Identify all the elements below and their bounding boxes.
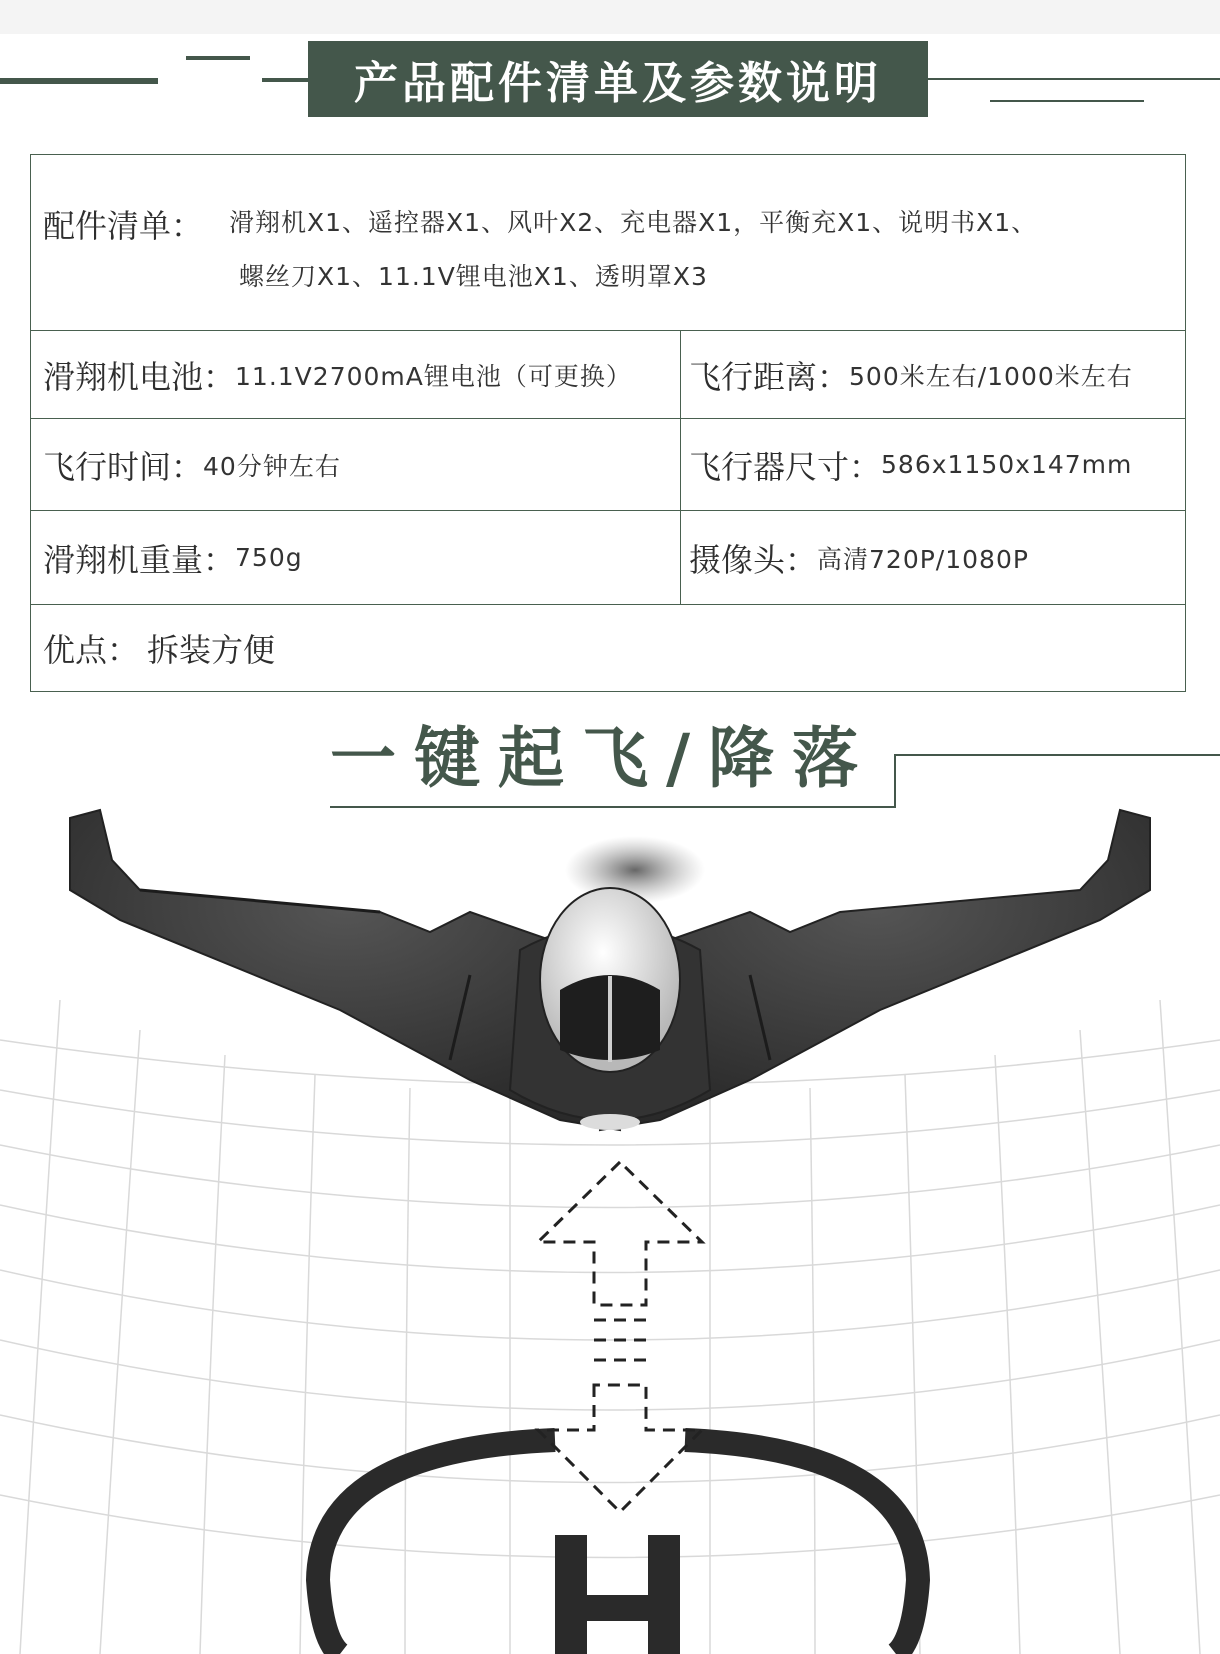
battery-value: 11.1V2700mA锂电池（可更换） <box>235 361 632 391</box>
spec-table <box>30 154 1186 692</box>
header-line-dash <box>186 56 250 60</box>
distance-cell <box>681 331 1185 418</box>
header-line-right <box>928 78 1220 80</box>
weight-camera-row <box>31 511 1185 605</box>
page-title: 产品配件清单及参数说明 <box>308 41 928 117</box>
section-header <box>0 34 1220 134</box>
takeoff-title: 一键起飞/降落 <box>330 719 877 797</box>
header-line-left <box>0 78 158 84</box>
time-size-row <box>31 419 1185 511</box>
size-value: 586x1150x147mm <box>881 450 1133 479</box>
distance-value: 500米左右/1000米左右 <box>849 361 1133 391</box>
helipad <box>318 1440 918 1654</box>
advantage-label: 优点： <box>43 631 140 669</box>
top-band <box>0 0 1220 34</box>
battery-cell <box>31 331 681 418</box>
camera-label: 摄像头： <box>689 540 818 579</box>
weight-label: 滑翔机重量： <box>43 540 236 579</box>
camera-cell <box>681 511 1185 604</box>
flying-wing-aircraft <box>70 810 1150 1130</box>
accessories-value-line1: 滑翔机X1、遥控器X1、风叶X2、充电器X1，平衡充X1、说明书X1、 <box>229 208 1038 237</box>
header-line-right-sub <box>990 100 1144 102</box>
weight-value: 750g <box>235 543 303 572</box>
size-cell <box>681 419 1185 510</box>
up-down-arrow <box>538 1162 702 1512</box>
time-cell <box>31 419 681 510</box>
accessories-value-line2: 螺丝刀X1、11.1V锂电池X1、透明罩X3 <box>239 262 708 291</box>
battery-distance-row <box>31 331 1185 419</box>
accessories-row <box>31 155 1185 331</box>
takeoff-scene <box>0 800 1220 1654</box>
size-label: 飞行器尺寸： <box>689 447 882 486</box>
advantage-row <box>31 605 1185 691</box>
header-line-short <box>262 78 310 82</box>
advantage-cell <box>31 605 1185 691</box>
weight-cell <box>31 511 681 604</box>
time-label: 飞行时间： <box>43 447 204 486</box>
takeoff-bracket-top <box>894 754 1220 756</box>
battery-label: 滑翔机电池： <box>43 357 236 396</box>
advantage-value: 拆装方便 <box>147 631 276 669</box>
accessories-label: 配件清单： <box>43 207 204 245</box>
camera-value: 高清720P/1080P <box>817 544 1029 574</box>
time-value: 40分钟左右 <box>203 451 341 481</box>
distance-label: 飞行距离： <box>689 357 850 396</box>
